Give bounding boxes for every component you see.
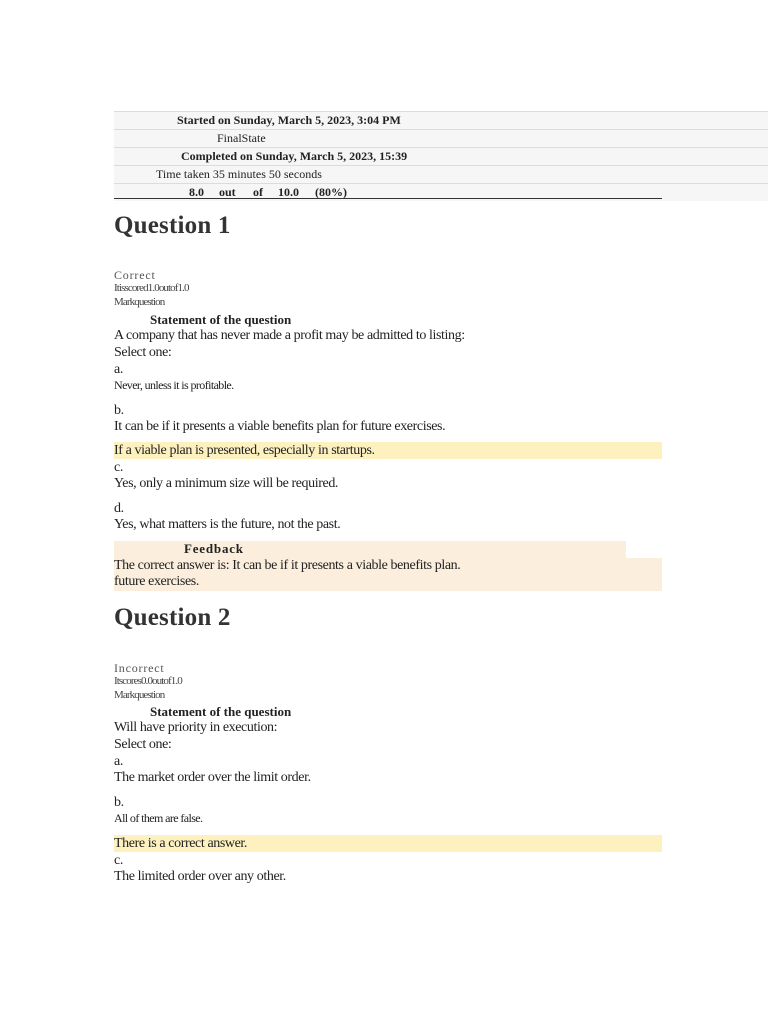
- question-1-status: Correct: [114, 268, 156, 282]
- feedback-header-gap: [626, 541, 662, 558]
- question-1-prompt: A company that has never made a profit may be admitted to listing:: [114, 328, 465, 343]
- question-2-option-c-text[interactable]: The limited order over any other.: [114, 869, 286, 884]
- question-1-option-b-note: If a viable plan is presented, especially in startups.: [114, 443, 375, 458]
- question-1-option-c-letter[interactable]: c.: [114, 460, 123, 475]
- question-2-option-a-letter[interactable]: a.: [114, 754, 123, 769]
- question-2-select-one: Select one:: [114, 737, 172, 752]
- question-2-statement-heading: Statement of the question: [150, 704, 292, 719]
- summary-row-state: [114, 129, 768, 147]
- question-2-option-a-text[interactable]: The market order over the limit order.: [114, 770, 311, 785]
- grade-percent: (80%): [315, 185, 347, 199]
- question-1-option-b-letter[interactable]: b.: [114, 403, 124, 418]
- question-1-option-d-letter[interactable]: d.: [114, 501, 124, 516]
- question-1-option-a-text[interactable]: Never, unless it is profitable.: [114, 378, 234, 392]
- question-2-option-b-note: There is a correct answer.: [114, 836, 248, 851]
- question-1-feedback-line-2: future exercises.: [114, 574, 199, 589]
- question-1-feedback-line-1: The correct answer is: It can be if it presents a viable benefits plan.: [114, 558, 461, 573]
- question-2-option-c-letter[interactable]: c.: [114, 853, 123, 868]
- summary-row-completed: [114, 147, 768, 165]
- question-1-option-b-text[interactable]: It can be if it presents a viable benefits plan for future exercises.: [114, 419, 446, 434]
- question-2-score: Itscores0.0outof1.0: [114, 675, 182, 687]
- question-1-statement-heading: Statement of the question: [150, 312, 292, 327]
- question-2-status: Incorrect: [114, 661, 165, 675]
- question-1-title: Question 1: [114, 212, 231, 239]
- grade-max: 10.0: [278, 185, 299, 199]
- question-2-option-b-letter[interactable]: b.: [114, 795, 124, 810]
- summary-row-started: [114, 111, 768, 129]
- grade-out: out: [219, 185, 236, 199]
- grade-score: 8.0: [189, 185, 204, 199]
- summary-divider: [114, 198, 662, 199]
- grade-of: of: [253, 185, 263, 199]
- summary-row-time: [114, 165, 768, 183]
- state-value: FinalState: [217, 131, 266, 145]
- question-2-title: Question 2: [114, 604, 231, 631]
- question-2-prompt: Will have priority in execution:: [114, 720, 278, 735]
- question-1-option-c-text[interactable]: Yes, only a minimum size will be required.: [114, 476, 339, 491]
- started-on: Started on Sunday, March 5, 2023, 3:04 PM: [177, 113, 401, 127]
- question-2-flag[interactable]: Markquestion: [114, 689, 165, 701]
- question-1-score: Itisscored1.0outof1.0: [114, 282, 189, 294]
- completed-on: Completed on Sunday, March 5, 2023, 15:39: [181, 149, 408, 163]
- question-2-option-b-text[interactable]: All of them are false.: [114, 811, 203, 825]
- question-1-flag[interactable]: Markquestion: [114, 296, 165, 308]
- question-1-option-d-text[interactable]: Yes, what matters is the future, not the past.: [114, 517, 341, 532]
- attempt-summary: [114, 111, 768, 201]
- time-taken: Time taken 35 minutes 50 seconds: [156, 167, 322, 181]
- question-1-select-one: Select one:: [114, 345, 172, 360]
- question-1-feedback-heading: Feedback: [184, 541, 244, 556]
- question-1-option-a-letter[interactable]: a.: [114, 362, 123, 377]
